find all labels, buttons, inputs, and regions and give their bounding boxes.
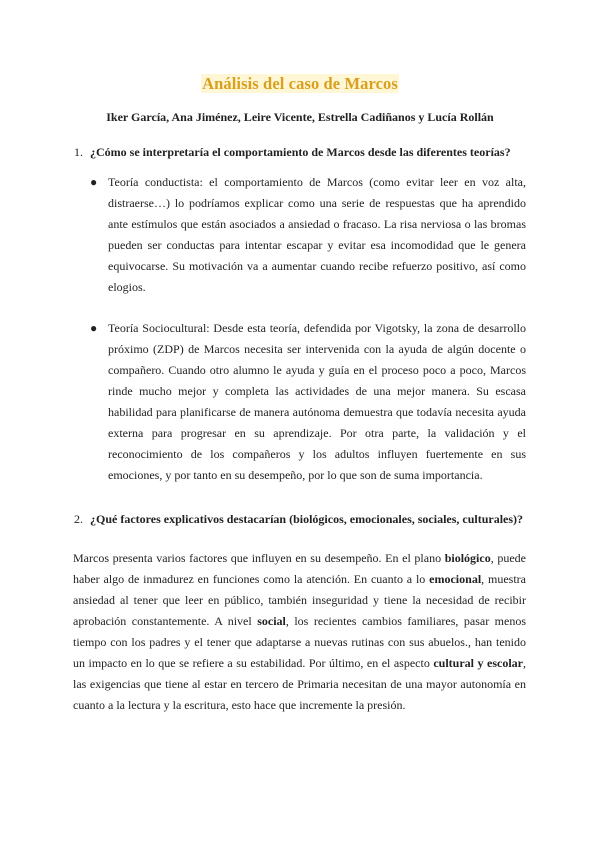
bullet-conductista [90,172,526,298]
bullet-text: Teoría conductista: el comportamiento de Marcos (como evitar leer en voz alta, distraerse…) lo podríamos explicar como una serie de respuestas que ha aprendido ante estímulos que están asociados a ansiedad o fracaso. La risa nerviosa o las bromas pueden ser conductas para intentar escapar y evitar esa incomodidad que le genera equivocarse. Su motivación va a aumentar cuando recibe refuerzo positivo, así como elogios. [108,175,526,294]
answer-paragraph [73,548,526,716]
para-text: , las exigencias que tiene al estar en tercero de Primaria necesitan de una mayor autonomía en cuanto a la lectura y la escritura, esto hace que incremente la presión. [73,656,526,712]
authors-line: Iker García, Ana Jiménez, Leire Vicente, Estrella Cadiñanos y Lucía Rollán [106,110,494,124]
para-text: , los recientes cambios familiares, pasar menos tiempo con los padres y el tener que adaptarse a nuevas rutinas con sus abuelos., han tenido un impacto en lo que se refiere a su estabilidad. Por último, en el aspecto [73,614,527,670]
keyword-social: social [257,614,286,628]
bullet-dot: ● [90,321,98,335]
bullet-text: Teoría Sociocultural: Desde esta teoría, defendida por Vigotsky, la zona de desarrollo próximo (ZDP) de Marcos necesita ser intervenida con la ayuda de algún docente o compañero. Cuando otro alumno le ayuda y guía en el proceso poco a poco, Marcos rinde mucho mejor y completa las actividades de una mejor manera. Su escasa habilidad para planificarse de manera autónoma demuestra que todavía necesita ayuda externa para progresar en su aprendizaje. Por otra parte, la validación y el reconocimiento de los compañeros y los adultos influyen fuertemente en sus emociones, y por tanto en su desempeño, por lo que son de suma importancia. [108,321,526,482]
question-1-number: 1. [74,145,83,159]
para-text: Marcos presenta varios factores que influyen en su desempeño. En el plano [73,551,445,565]
document-title [0,74,600,94]
question-2-text: ¿Qué factores explicativos destacarían (biológicos, emocionales, sociales, culturales)? [90,512,524,526]
question-2-number: 2. [74,512,83,526]
para-text: , muestra ansiedad al tener que leer en público, también inseguridad y tiene la necesidad de recibir aprobación constantemente. A nivel [73,572,526,628]
question-2 [74,507,526,531]
para-text: , puede haber algo de inmadurez en funciones como la atención. En cuanto a lo [73,551,526,586]
bullet-sociocultural [90,318,526,486]
bullet-dot: ● [90,175,98,189]
question-1-text: ¿Cómo se interpretaría el comportamiento de Marcos desde las diferentes teorías? [90,145,511,159]
keyword-emocional: emocional [429,572,482,586]
title-text: Análisis del caso de Marcos [202,74,398,93]
question-1 [74,145,526,159]
keyword-cultural-escolar: cultural y escolar [433,656,523,670]
keyword-biologico: biológico [444,551,491,565]
